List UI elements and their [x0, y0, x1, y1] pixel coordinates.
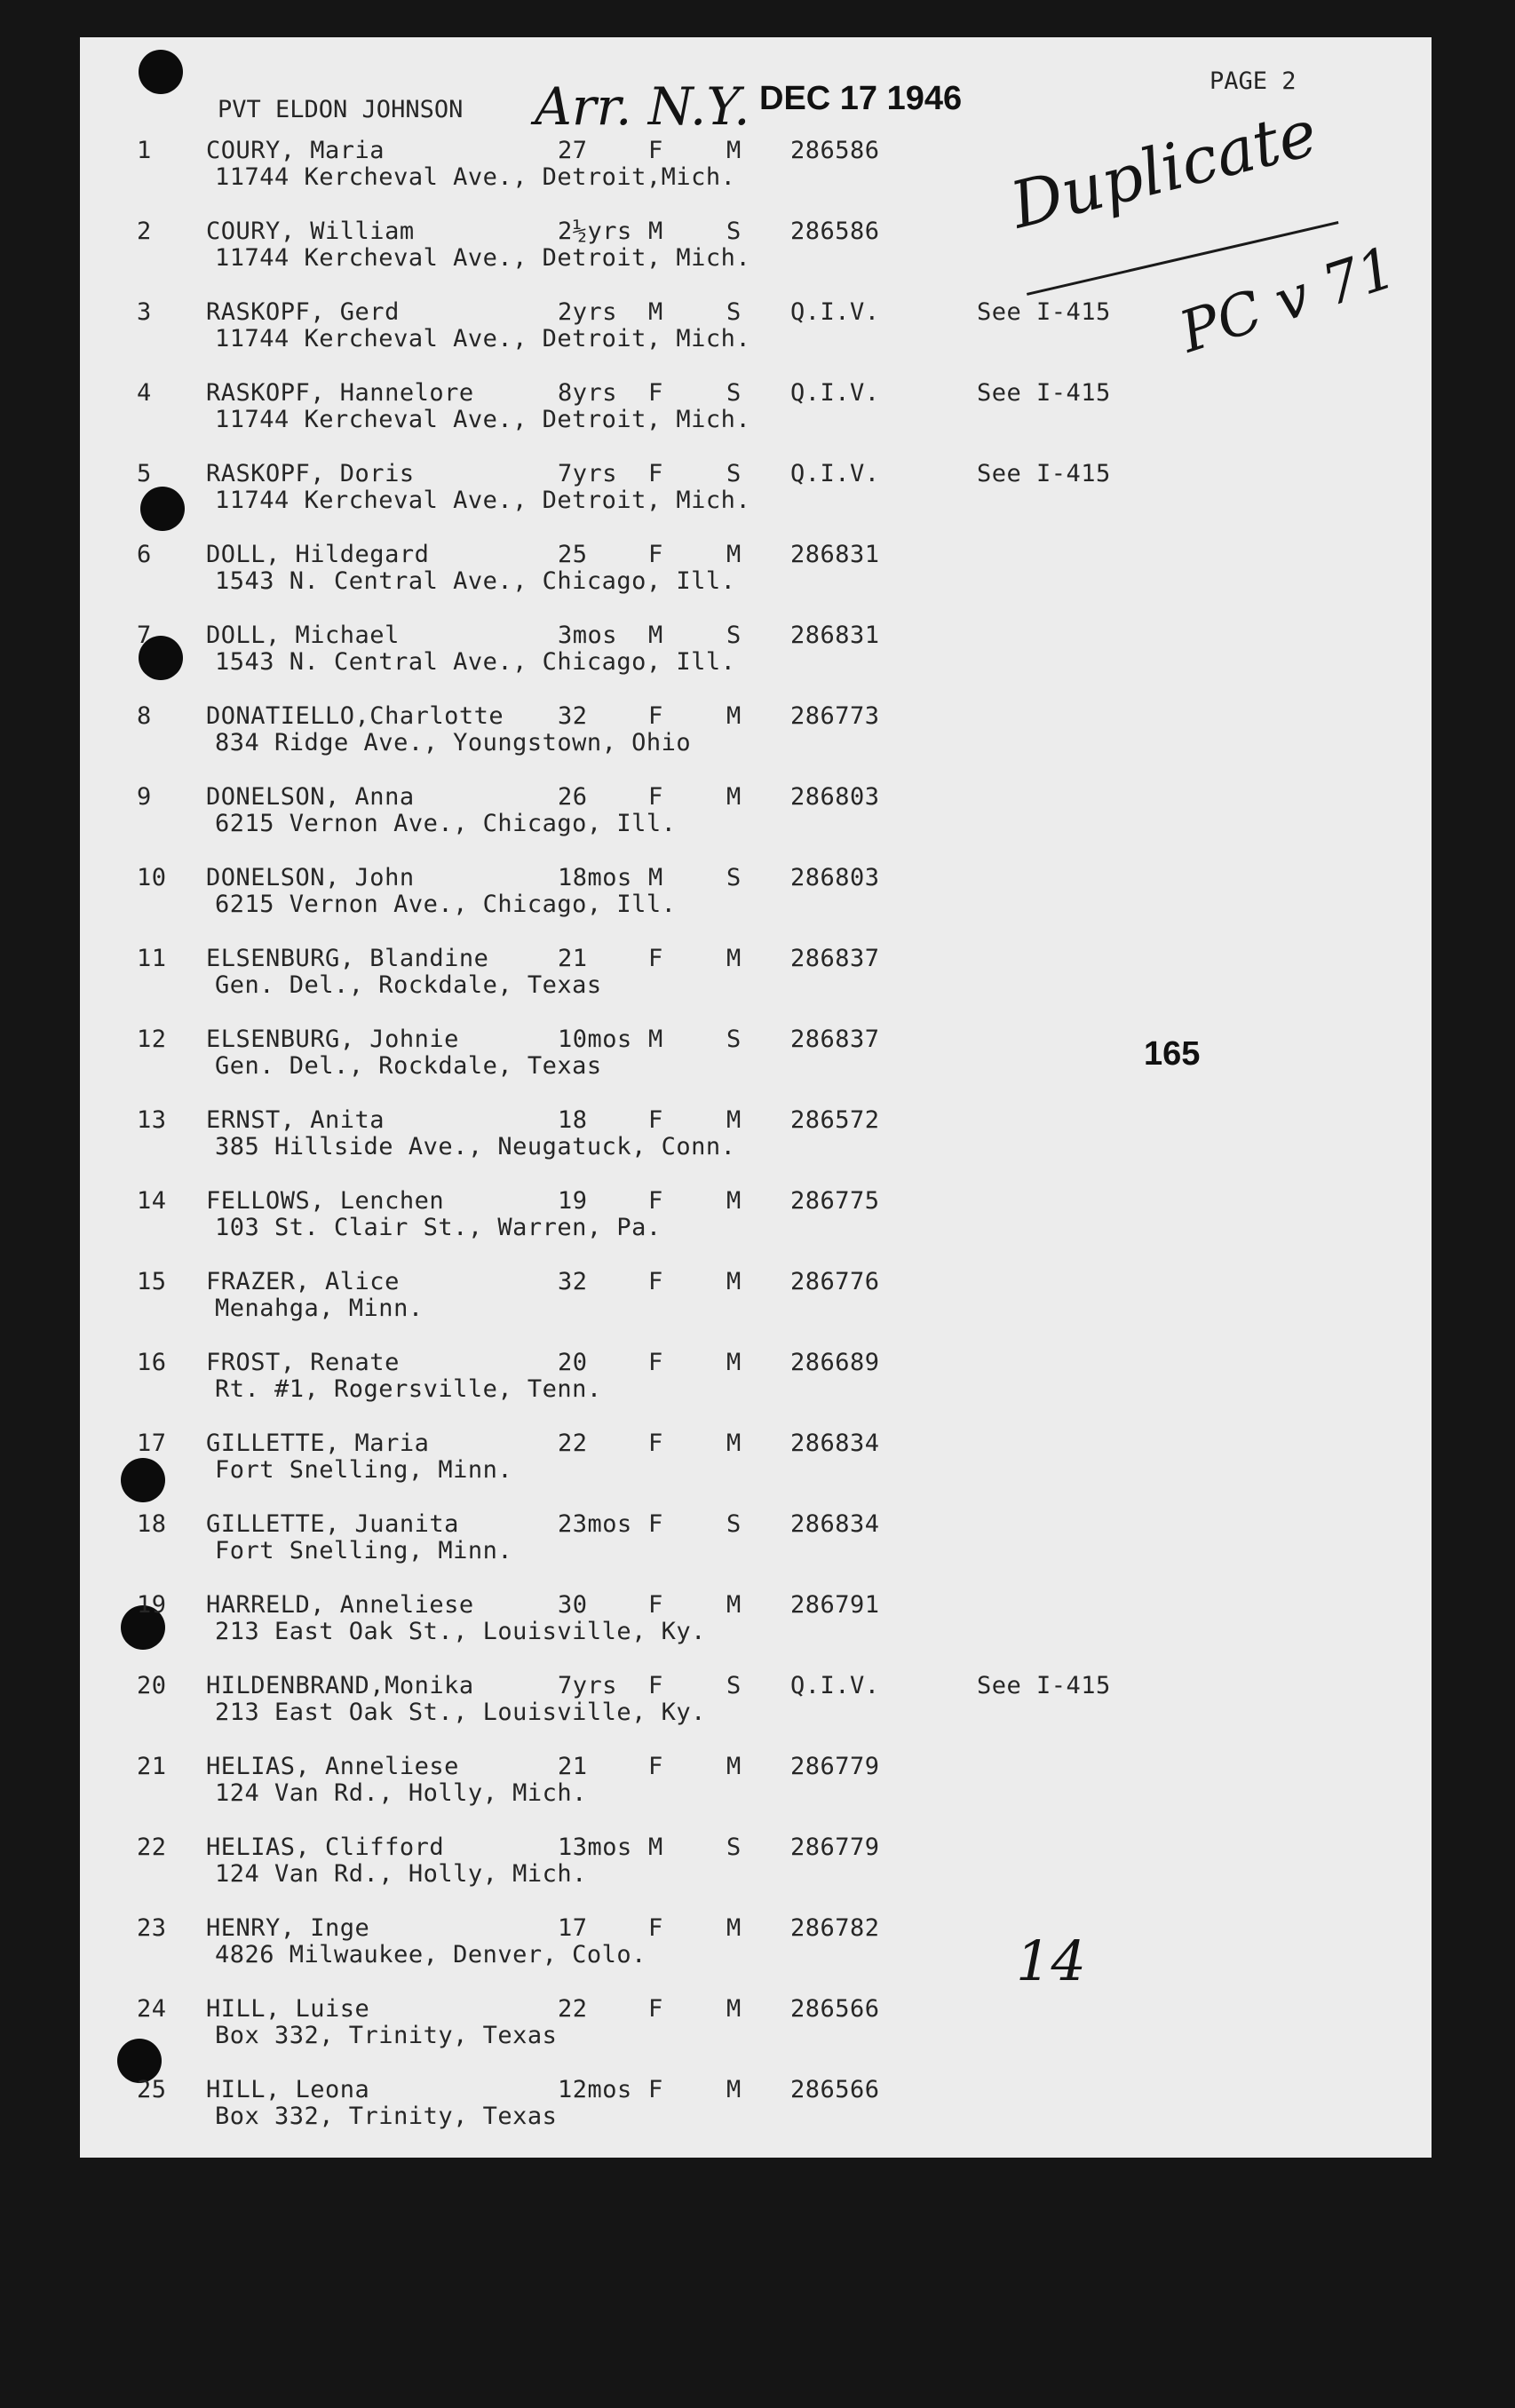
record-age: 7yrs	[558, 1672, 618, 1699]
record-number: 22	[137, 1834, 167, 1861]
record-number: 24	[137, 1995, 167, 2023]
record-name: ELSENBURG, Johnie	[206, 1026, 459, 1053]
record-status: M	[726, 1591, 742, 1619]
record-status: M	[726, 1753, 742, 1780]
record-sex: F	[648, 1430, 663, 1457]
record-age: 22	[558, 1430, 588, 1457]
record-number: 9	[137, 783, 152, 811]
record-address: Gen. Del., Rockdale, Texas	[215, 1052, 602, 1080]
record-name: RASKOPF, Doris	[206, 460, 415, 487]
list-item	[80, 1834, 1432, 1905]
record-address: 124 Van Rd., Holly, Mich.	[215, 1779, 587, 1807]
record-address: 4826 Milwaukee, Denver, Colo.	[215, 1941, 646, 1968]
record-certificate: 286837	[790, 1026, 880, 1053]
record-sex: F	[648, 1349, 663, 1376]
list-item	[80, 1591, 1432, 1662]
record-certificate: 286566	[790, 1995, 880, 2023]
record-address: Box 332, Trinity, Texas	[215, 2103, 558, 2130]
list-item	[80, 702, 1432, 773]
record-sex: F	[648, 1510, 663, 1538]
stamp-number: 165	[1144, 1035, 1201, 1073]
record-certificate: 286837	[790, 945, 880, 972]
document-page	[80, 37, 1432, 2158]
record-name: RASKOPF, Hannelore	[206, 379, 474, 407]
list-item	[80, 1187, 1432, 1258]
record-note: See I-415	[977, 379, 1111, 407]
record-certificate: Q.I.V.	[790, 1672, 880, 1699]
record-sex: F	[648, 1914, 663, 1942]
record-address: 11744 Kercheval Ave., Detroit,Mich.	[215, 163, 736, 191]
record-status: S	[726, 460, 742, 487]
record-address: Box 332, Trinity, Texas	[215, 2022, 558, 2049]
list-item	[80, 1430, 1432, 1501]
list-item	[80, 945, 1432, 1016]
record-sex: F	[648, 1995, 663, 2023]
record-sex: M	[648, 1026, 663, 1053]
record-age: 22	[558, 1995, 588, 2023]
record-address: Fort Snelling, Minn.	[215, 1456, 513, 1484]
record-certificate: Q.I.V.	[790, 379, 880, 407]
record-sex: M	[648, 622, 663, 649]
record-sex: F	[648, 137, 663, 164]
record-address: 6215 Vernon Ave., Chicago, Ill.	[215, 891, 677, 918]
record-name: DONATIELLO,Charlotte	[206, 702, 504, 730]
record-certificate: 286803	[790, 864, 880, 891]
record-certificate: 286834	[790, 1430, 880, 1457]
record-name: FRAZER, Alice	[206, 1268, 400, 1295]
record-note: See I-415	[977, 298, 1111, 326]
record-name: HILL, Luise	[206, 1995, 370, 2023]
record-name: RASKOPF, Gerd	[206, 298, 400, 326]
record-age: 18mos	[558, 864, 632, 891]
record-status: M	[726, 783, 742, 811]
record-name: HILDENBRAND,Monika	[206, 1672, 474, 1699]
record-status: S	[726, 622, 742, 649]
record-name: DONELSON, John	[206, 864, 415, 891]
record-number: 20	[137, 1672, 167, 1699]
punch-hole	[139, 50, 183, 94]
list-item	[80, 1510, 1432, 1581]
record-address: 103 St. Clair St., Warren, Pa.	[215, 1214, 662, 1241]
record-address: 213 East Oak St., Louisville, Ky.	[215, 1618, 706, 1645]
record-sex: F	[648, 1672, 663, 1699]
record-status: M	[726, 541, 742, 568]
record-status: M	[726, 1268, 742, 1295]
record-certificate: 286775	[790, 1187, 880, 1215]
record-address: 124 Van Rd., Holly, Mich.	[215, 1860, 587, 1888]
list-item	[80, 783, 1432, 854]
record-status: S	[726, 1026, 742, 1053]
record-address: 385 Hillside Ave., Neugatuck, Conn.	[215, 1133, 736, 1160]
record-number: 13	[137, 1106, 167, 1134]
record-status: M	[726, 2076, 742, 2103]
list-item	[80, 1672, 1432, 1743]
list-item	[80, 1753, 1432, 1824]
handwritten-duplicate: Duplicate	[1003, 95, 1324, 243]
record-age: 27	[558, 137, 588, 164]
record-number: 18	[137, 1510, 167, 1538]
record-status: S	[726, 218, 742, 245]
record-status: S	[726, 298, 742, 326]
record-age: 18	[558, 1106, 588, 1134]
record-certificate: 286776	[790, 1268, 880, 1295]
record-number: 6	[137, 541, 152, 568]
record-sex: F	[648, 702, 663, 730]
record-name: FELLOWS, Lenchen	[206, 1187, 445, 1215]
page-number: PAGE 2	[1210, 67, 1297, 95]
record-sex: F	[648, 1753, 663, 1780]
record-name: GILLETTE, Maria	[206, 1430, 430, 1457]
record-certificate: 286689	[790, 1349, 880, 1376]
record-sex: F	[648, 783, 663, 811]
record-number: 11	[137, 945, 167, 972]
header-name: PVT ELDON JOHNSON	[218, 96, 464, 123]
record-certificate: 286834	[790, 1510, 880, 1538]
record-status: M	[726, 1106, 742, 1134]
record-address: Gen. Del., Rockdale, Texas	[215, 971, 602, 999]
record-sex: M	[648, 1834, 663, 1861]
list-item	[80, 1026, 1432, 1097]
record-certificate: Q.I.V.	[790, 298, 880, 326]
record-address: 834 Ridge Ave., Youngstown, Ohio	[215, 729, 692, 756]
record-age: 17	[558, 1914, 588, 1942]
record-age: 23mos	[558, 1510, 632, 1538]
record-status: S	[726, 1510, 742, 1538]
record-name: COURY, William	[206, 218, 415, 245]
record-age: 30	[558, 1591, 588, 1619]
record-certificate: 286779	[790, 1753, 880, 1780]
record-sex: F	[648, 1106, 663, 1134]
record-age: 19	[558, 1187, 588, 1215]
record-number: 19	[137, 1591, 167, 1619]
record-number: 23	[137, 1914, 167, 1942]
record-certificate: 286791	[790, 1591, 880, 1619]
record-number: 17	[137, 1430, 167, 1457]
record-address: 1543 N. Central Ave., Chicago, Ill.	[215, 648, 736, 676]
record-sex: F	[648, 460, 663, 487]
record-name: HILL, Leona	[206, 2076, 370, 2103]
record-address: 1543 N. Central Ave., Chicago, Ill.	[215, 567, 736, 595]
record-certificate: 286586	[790, 218, 880, 245]
record-sex: M	[648, 298, 663, 326]
record-status: M	[726, 1349, 742, 1376]
record-certificate: 286803	[790, 783, 880, 811]
record-name: DOLL, Hildegard	[206, 541, 430, 568]
handwritten-arrival: Arr. N.Y.	[535, 76, 750, 137]
record-status: S	[726, 1834, 742, 1861]
list-item	[80, 864, 1432, 935]
record-number: 4	[137, 379, 152, 407]
record-note: See I-415	[977, 1672, 1111, 1699]
list-item	[80, 1914, 1432, 1985]
record-number: 8	[137, 702, 152, 730]
record-address: 6215 Vernon Ave., Chicago, Ill.	[215, 810, 677, 837]
record-number: 10	[137, 864, 167, 891]
record-status: S	[726, 1672, 742, 1699]
record-name: HARRELD, Anneliese	[206, 1591, 474, 1619]
record-name: HENRY, Inge	[206, 1914, 370, 1942]
record-address: 11744 Kercheval Ave., Detroit, Mich.	[215, 406, 751, 433]
record-age: 2yrs	[558, 298, 618, 326]
list-item	[80, 460, 1432, 531]
record-number: 15	[137, 1268, 167, 1295]
record-address: 213 East Oak St., Louisville, Ky.	[215, 1699, 706, 1726]
record-sex: F	[648, 1591, 663, 1619]
record-age: 32	[558, 1268, 588, 1295]
record-number: 16	[137, 1349, 167, 1376]
record-status: M	[726, 1914, 742, 1942]
record-note: See I-415	[977, 460, 1111, 487]
record-age: 2½yrs	[558, 218, 632, 245]
record-address: Fort Snelling, Minn.	[215, 1537, 513, 1564]
record-status: S	[726, 864, 742, 891]
record-age: 21	[558, 1753, 588, 1780]
record-name: COURY, Maria	[206, 137, 385, 164]
record-name: DONELSON, Anna	[206, 783, 415, 811]
list-item	[80, 137, 1432, 208]
record-status: M	[726, 702, 742, 730]
record-status: M	[726, 1995, 742, 2023]
record-certificate: 286782	[790, 1914, 880, 1942]
record-address: 11744 Kercheval Ave., Detroit, Mich.	[215, 244, 751, 272]
list-item	[80, 2076, 1432, 2147]
record-certificate: 286779	[790, 1834, 880, 1861]
record-sex: M	[648, 218, 663, 245]
record-number: 21	[137, 1753, 167, 1780]
record-name: ERNST, Anita	[206, 1106, 385, 1134]
record-number: 14	[137, 1187, 167, 1215]
record-name: GILLETTE, Juanita	[206, 1510, 459, 1538]
list-item	[80, 1349, 1432, 1420]
record-sex: F	[648, 2076, 663, 2103]
record-number: 7	[137, 622, 152, 649]
record-sex: F	[648, 1268, 663, 1295]
record-certificate: 286586	[790, 137, 880, 164]
record-certificate: 286831	[790, 622, 880, 649]
record-status: M	[726, 137, 742, 164]
record-name: FROST, Renate	[206, 1349, 400, 1376]
handwritten-number: 14	[1016, 1929, 1086, 1993]
record-number: 12	[137, 1026, 167, 1053]
list-item	[80, 622, 1432, 693]
record-sex: F	[648, 1187, 663, 1215]
handwritten-initials: PC v 71	[1172, 234, 1404, 367]
record-age: 21	[558, 945, 588, 972]
record-age: 26	[558, 783, 588, 811]
record-address: Rt. #1, Rogersville, Tenn.	[215, 1375, 602, 1403]
record-sex: M	[648, 864, 663, 891]
list-item	[80, 1106, 1432, 1177]
record-name: HELIAS, Anneliese	[206, 1753, 459, 1780]
list-item	[80, 218, 1432, 289]
record-age: 20	[558, 1349, 588, 1376]
record-number: 3	[137, 298, 152, 326]
record-number: 1	[137, 137, 152, 164]
record-status: M	[726, 945, 742, 972]
record-address: Menahga, Minn.	[215, 1295, 424, 1322]
record-age: 3mos	[558, 622, 618, 649]
record-status: M	[726, 1430, 742, 1457]
record-age: 7yrs	[558, 460, 618, 487]
record-address: 11744 Kercheval Ave., Detroit, Mich.	[215, 487, 751, 514]
record-name: ELSENBURG, Blandine	[206, 945, 489, 972]
record-sex: F	[648, 541, 663, 568]
record-age: 32	[558, 702, 588, 730]
record-status: M	[726, 1187, 742, 1215]
list-item	[80, 1268, 1432, 1339]
record-age: 13mos	[558, 1834, 632, 1861]
list-item	[80, 1995, 1432, 2066]
record-certificate: 286566	[790, 2076, 880, 2103]
record-name: DOLL, Michael	[206, 622, 400, 649]
record-sex: F	[648, 945, 663, 972]
record-age: 8yrs	[558, 379, 618, 407]
record-certificate: 286831	[790, 541, 880, 568]
record-sex: F	[648, 379, 663, 407]
record-number: 25	[137, 2076, 167, 2103]
record-age: 25	[558, 541, 588, 568]
record-certificate: 286572	[790, 1106, 880, 1134]
record-name: HELIAS, Clifford	[206, 1834, 445, 1861]
list-item	[80, 298, 1432, 369]
record-number: 5	[137, 460, 152, 487]
record-age: 10mos	[558, 1026, 632, 1053]
list-item	[80, 541, 1432, 612]
record-status: S	[726, 379, 742, 407]
date-stamp: DEC 17 1946	[759, 80, 963, 117]
record-number: 2	[137, 218, 152, 245]
record-age: 12mos	[558, 2076, 632, 2103]
record-address: 11744 Kercheval Ave., Detroit, Mich.	[215, 325, 751, 352]
record-certificate: Q.I.V.	[790, 460, 880, 487]
record-certificate: 286773	[790, 702, 880, 730]
list-item	[80, 379, 1432, 450]
